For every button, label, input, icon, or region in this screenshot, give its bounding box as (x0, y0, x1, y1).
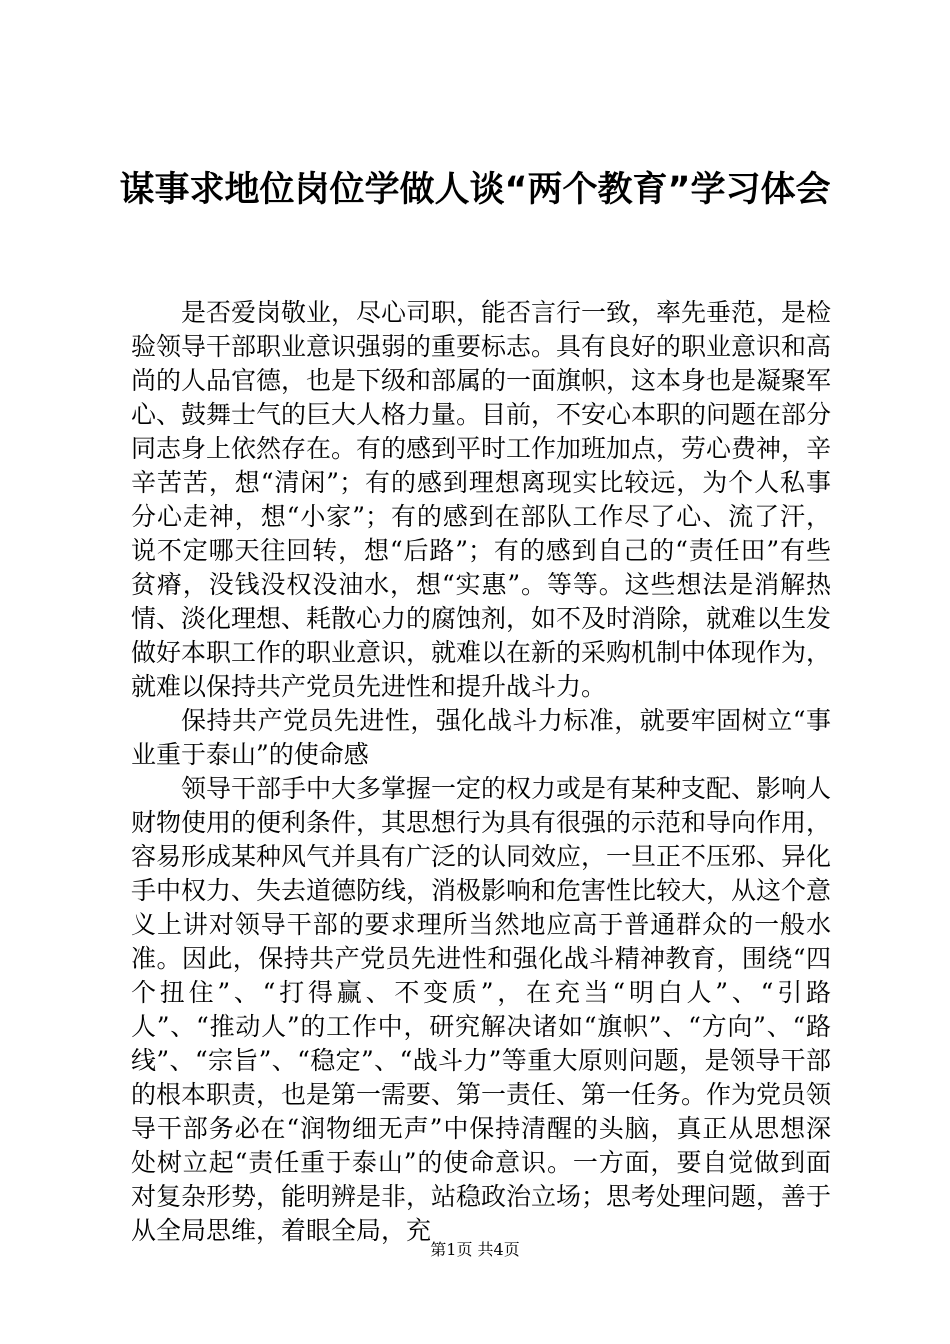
document-body (131, 296, 831, 1248)
page-number: 第1页 (430, 1240, 473, 1259)
document-title: 谋事求地位岗位学做人谈“两个教育”学习体会 (119, 170, 831, 210)
paragraph-1: 是否爱岗敬业，尽心司职，能否言行一致，率先垂范，是检验领导干部职业意识强弱的重要标志。具有良好的职业意识和高尚的人品官德，也是下级和部属的一面旗帜，这本身也是凝聚军心、鼓舞士气的巨大人格力量。目前，不安心本职的问题在部分同志身上依然存在。有的感到平时工作加班加点，劳心费神，辛辛苦苦，想“清闲”；有的感到理想离现实比较远，为个人私事分心走神，想“小家”；有的感到在部队工作尽了心、流了汗，说不定哪天往回转，想“后路”；有的感到自己的“责任田”有些贫瘠，没钱没权没油水，想“实惠”。等等。这些想法是消解热情、淡化理想、耗散心力的腐蚀剂，如不及时消除，就难以生发做好本职工作的职业意识，就难以在新的采购机制中体现作为，就难以保持共产党员先进性和提升战斗力。 (131, 298, 832, 701)
page-total: 共4页 (477, 1240, 520, 1259)
paragraph-2-heading: 保持共产党员先进性，强化战斗力标准，就要牢固树立“事业重于泰山”的使命感 (131, 706, 831, 769)
page-footer (0, 1240, 950, 1260)
paragraph-3: 领导干部手中大多掌握一定的权力或是有某种支配、影响人财物使用的便利条件，其思想行为具有很强的示范和导向作用，容易形成某种风气并具有广泛的认同效应，一旦正不压邪、异化手中权力、失去道德防线，消极影响和危害性比较大，从这个意义上讲对领导干部的要求理所当然地应高于普通群众的一般水准。因此，保持共产党员先进性和强化战斗精神教育，围绕“四个扭住”、“打得赢、不变质”，在充当“明白人”、“引路人”、“推动人”的工作中，研究解决诸如“旗帜”、“方向”、“路线”、“宗旨”、“稳定”、“战斗力”等重大原则问题，是领导干部的根本职责，也是第一需要、第一责任、第一任务。作为党员领导干部务必在“润物细无声”中保持清醒的头脑，真正从思想深处树立起“责任重于泰山”的使命意识。一方面，要自觉做到面对复杂形势，能明辨是非，站稳政治立场；思考处理问题，善于从全局思维，着眼全局，充 (131, 774, 832, 1245)
